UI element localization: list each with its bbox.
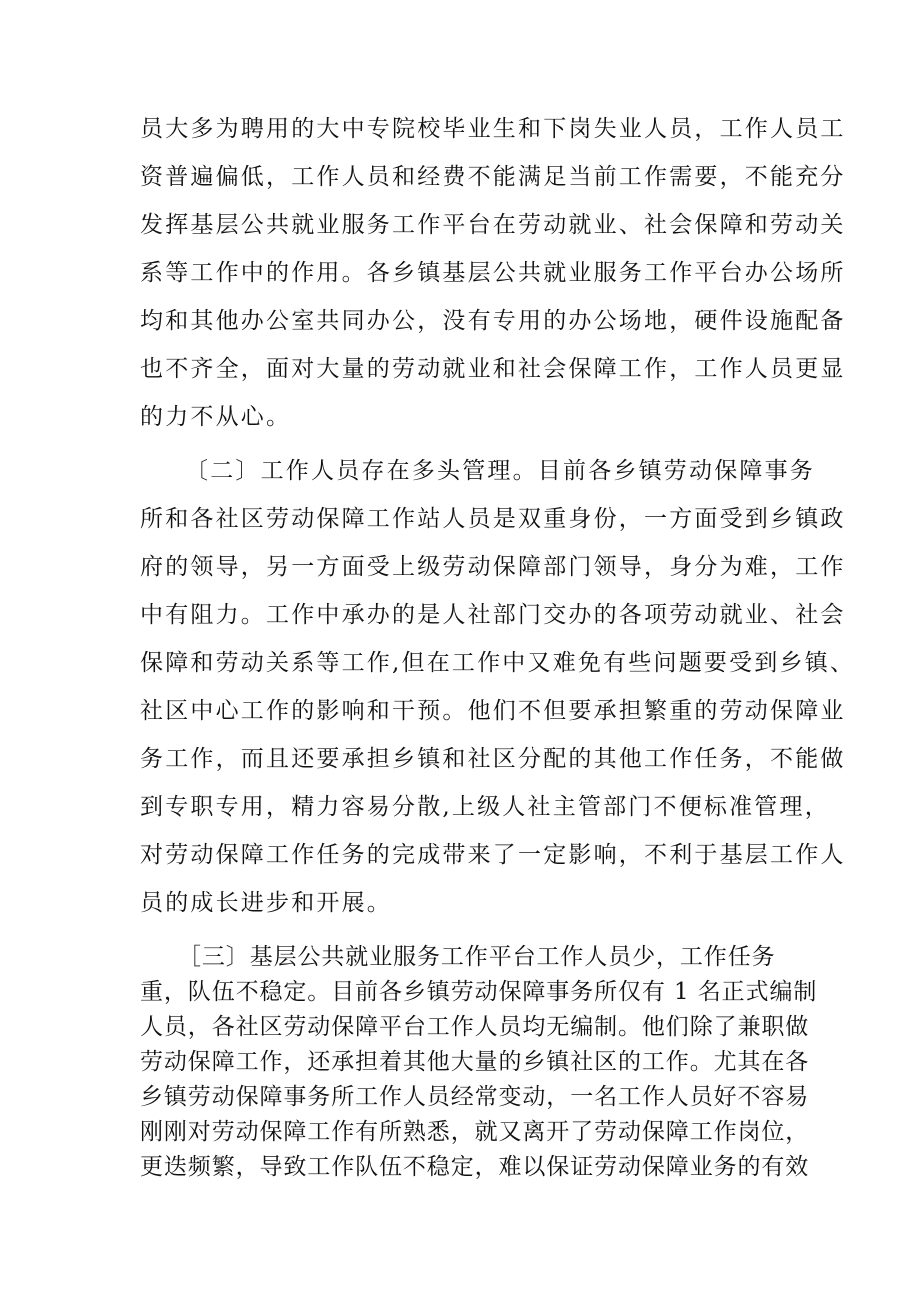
paragraph-2-line-3: 府的领导，另一方面受上级劳动保障部门领导，身分为难，工作: [140, 554, 846, 580]
paragraph-1-line-3: 发挥基层公共就业服务工作平台在劳动就业、社会保障和劳动关: [140, 212, 846, 238]
paragraph-3-line-6: 刚刚对劳动保障工作有所熟悉，就又离开了劳动保障工作岗位，: [140, 1119, 810, 1145]
paragraph-3-line-1: ［三〕基层公共就业服务工作平台工作人员少，工作任务: [178, 944, 776, 970]
paragraph-2-line-9: 对劳动保障工作任务的完成带来了一定影响，不利于基层工作人: [140, 842, 846, 868]
paragraph-2-line-5: 保障和劳动关系等工作,但在工作中又难免有些问题要受到乡镇、: [140, 650, 856, 676]
paragraph-3-line-3: 人员，各社区劳动保障平台工作人员均无编制。他们除了兼职做: [140, 1014, 810, 1040]
paragraph-1-line-6: 也不齐全，面对大量的劳动就业和社会保障工作，工作人员更显: [140, 356, 846, 382]
paragraph-2-line-10: 员的成长进步和开展。: [140, 890, 392, 916]
paragraph-2-line-4: 中有阻力。工作中承办的是人社部门交办的各项劳动就业、社会: [140, 602, 846, 628]
paragraph-3-line-5: 乡镇劳动保障事务所工作人员经常变动，一名工作人员好不容易: [140, 1084, 810, 1110]
paragraph-1-line-4: 系等工作中的作用。各乡镇基层公共就业服务工作平台办公场所: [140, 260, 846, 286]
paragraph-2-line-2: 所和各社区劳动保障工作站人员是双重身份，一方面受到乡镇政: [140, 506, 846, 532]
paragraph-2-line-7: 务工作，而且还要承担乡镇和社区分配的其他工作任务，不能做: [140, 746, 846, 772]
paragraph-1-line-1: 员大多为聘用的大中专院校毕业生和下岗失业人员，工作人员工: [140, 116, 846, 142]
paragraph-3-line-4: 劳动保障工作，还承担着其他大量的乡镇社区的工作。尤其在各: [140, 1049, 810, 1075]
paragraph-2-line-1: 〔二〕工作人员存在多头管理。目前各乡镇劳动保障事务: [185, 458, 815, 484]
paragraph-3-line-7: 更迭频繁，导致工作队伍不稳定，难以保证劳动保障业务的有效: [140, 1154, 810, 1180]
paragraph-2-line-8: 到专职专用，精力容易分散,上级人社主管部门不便标准管理，: [140, 794, 830, 820]
paragraph-1-line-5: 均和其他办公室共同办公，没有专用的办公场地，硬件设施配备: [140, 308, 846, 334]
paragraph-1-line-2: 资普遍偏低，工作人员和经费不能满足当前工作需要，不能充分: [140, 164, 846, 190]
paragraph-1-line-7: 的力不从心。: [140, 404, 292, 430]
paragraph-2-line-6: 社区中心工作的影响和干预。他们不但要承担繁重的劳动保障业: [140, 698, 846, 724]
paragraph-3-line-2: 重，队伍不稳定。目前各乡镇劳动保障事务所仅有 1 名正式编制: [140, 979, 818, 1005]
